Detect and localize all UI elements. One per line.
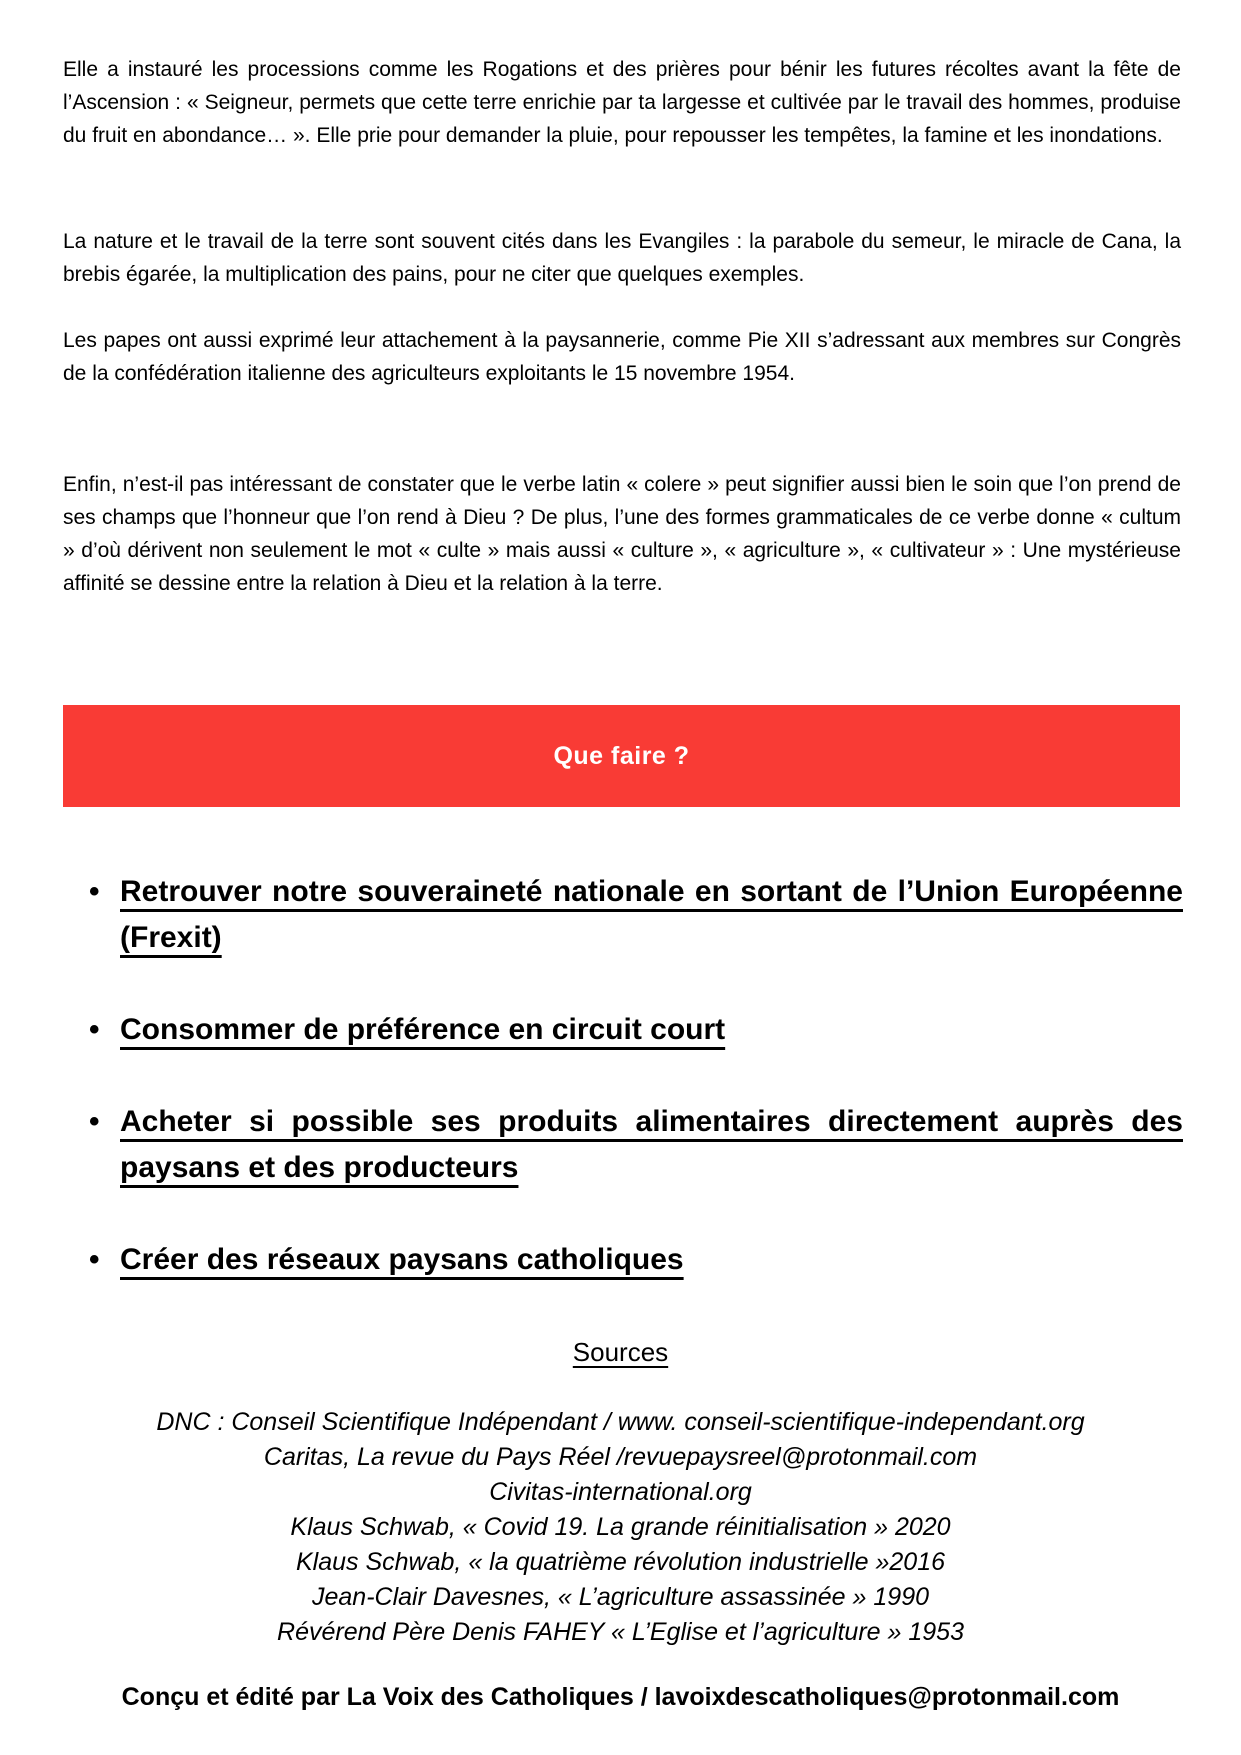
- paragraph-evangiles: La nature et le travail de la terre sont souvent cités dans les Evangiles : la parabole du semeur, le miracle de Cana, la brebis égarée, la multiplication des pains, pour ne citer que quelques exemples.: [63, 230, 1181, 286]
- bullet-icon: •: [89, 1013, 100, 1046]
- list-item-acheter-direct: [63, 1099, 1183, 1191]
- source-line: Klaus Schwab, « la quatrième révolution industrielle »2016: [296, 1548, 945, 1576]
- source-line: Jean-Clair Davesnes, « L’agriculture assassinée » 1990: [311, 1583, 930, 1611]
- paragraph-colere: Enfin, n’est-il pas intéressant de constater que le verbe latin « colere » peut signifier aussi bien le soin que l’on prend de ses champs que l’honneur que l’on rend à Dieu ? De plus, l’une des formes grammaticales de ce verbe donne « cultum » d’où dérivent non seulement le mot « culte » mais aussi « culture », « agriculture », « cultivateur » : Une mystérieuse affinité se dessine entre la relation à Dieu et la relation à la terre.: [63, 473, 1181, 595]
- paragraph-papes: Les papes ont aussi exprimé leur attachement à la paysannerie, comme Pie XII s’adressant aux membres sur Congrès de la confédération italienne des agriculteurs exploitants le 15 novembre 1954.: [63, 329, 1181, 385]
- list-item-label: Créer des réseaux paysans catholiques: [120, 1243, 684, 1276]
- bullet-icon: •: [89, 1243, 100, 1276]
- list-item-frexit: [63, 869, 1183, 961]
- list-item-label: Retrouver notre souveraineté nationale en sortant de l’Union Européenne (Frexit): [120, 875, 1183, 954]
- sources-heading-label: Sources: [572, 1337, 669, 1367]
- que-faire-banner: [63, 705, 1180, 807]
- banner-title: Que faire ?: [553, 741, 690, 770]
- list-item-reseaux-paysans: [63, 1237, 1183, 1283]
- list-item-label: Acheter si possible ses produits alimentaires directement auprès des paysans et des producteurs: [120, 1105, 1183, 1184]
- source-line: DNC : Conseil Scientifique Indépendant / www. conseil-scientifique-independant.org: [156, 1408, 1085, 1436]
- sources-list: [0, 1405, 1241, 1650]
- source-line: Civitas-international.org: [489, 1478, 752, 1506]
- bullet-icon: •: [89, 875, 100, 908]
- footer-credit: Conçu et édité par La Voix des Catholiques / lavoixdescatholiques@protonmail.com: [121, 1683, 1120, 1711]
- bullet-icon: •: [89, 1105, 100, 1138]
- source-line: Klaus Schwab, « Covid 19. La grande réinitialisation » 2020: [290, 1513, 951, 1541]
- sources-heading: [0, 1335, 1241, 1370]
- action-list: [63, 869, 1183, 1329]
- source-line: Révérend Père Denis FAHEY « L’Eglise et l’agriculture » 1953: [277, 1618, 964, 1646]
- list-item-label: Consommer de préférence en circuit court: [120, 1013, 726, 1046]
- source-line: Caritas, La revue du Pays Réel /revuepaysreel@protonmail.com: [263, 1443, 978, 1471]
- paragraph-rogations: Elle a instauré les processions comme les Rogations et des prières pour bénir les futures récoltes avant la fête de l’Ascension : « Seigneur, permets que cette terre enrichie par ta largesse et cultivée par le travail des hommes, produise du fruit en abondance… ». Elle prie pour demander la pluie, pour repousser les tempêtes, la famine et les inondations.: [63, 58, 1181, 147]
- list-item-circuit-court: [63, 1007, 1183, 1053]
